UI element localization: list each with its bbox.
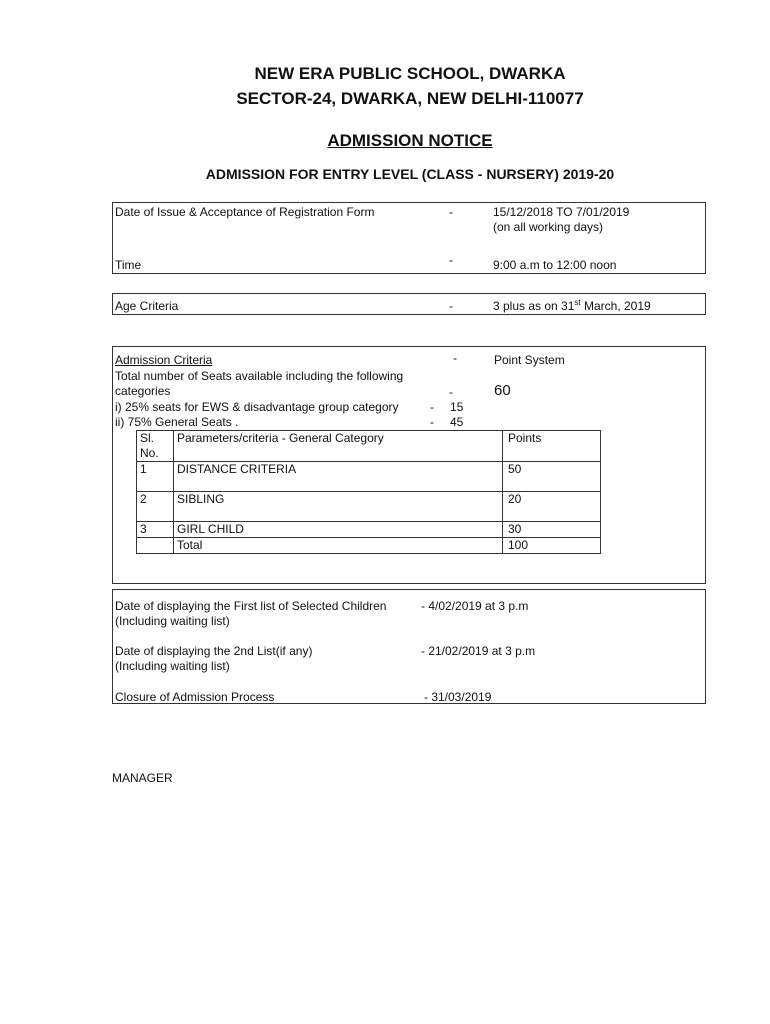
seats-dash: -	[449, 385, 453, 399]
time-dash: -	[449, 253, 453, 267]
table-row	[137, 492, 601, 522]
general-value: 45	[450, 415, 464, 429]
second-list-label: Date of displaying the 2nd List(if any)	[115, 644, 313, 658]
row-sl: 1	[137, 462, 174, 492]
points-table	[136, 430, 601, 554]
header-points: Points	[503, 431, 601, 462]
row-criteria: DISTANCE CRITERIA	[174, 462, 503, 492]
age-dash: -	[449, 299, 453, 313]
closure-date: - 31/03/2019	[424, 690, 492, 704]
registration-label: Date of Issue & Acceptance of Registration Form	[115, 205, 375, 219]
first-list-date: - 4/02/2019 at 3 p.m	[421, 599, 529, 613]
table-header-row	[137, 431, 601, 462]
row-criteria: GIRL CHILD	[174, 522, 503, 538]
seats-line2: categories	[115, 384, 171, 398]
table-total-row	[137, 538, 601, 554]
notice-subtitle: ADMISSION FOR ENTRY LEVEL (CLASS - NURSERY) 2019-20	[205, 166, 615, 182]
school-address: SECTOR-24, DWARKA, NEW DELHI-110077	[236, 89, 584, 108]
ews-label: i) 25% seats for EWS & disadvantage group category	[115, 400, 399, 414]
notice-title: ADMISSION NOTICE	[327, 131, 493, 150]
row-points: 30	[503, 522, 601, 538]
total-value: 100	[503, 538, 601, 554]
time-label: Time	[115, 258, 142, 272]
registration-days: (on all working days)	[493, 220, 604, 234]
general-dash: -	[430, 415, 434, 429]
ews-dash: -	[430, 400, 434, 414]
registration-dash: -	[449, 205, 453, 219]
manager-signatory: MANAGER	[112, 771, 173, 785]
first-list-note: (Including waiting list)	[115, 614, 230, 628]
school-name: NEW ERA PUBLIC SCHOOL, DWARKA	[254, 64, 566, 83]
registration-dates: 15/12/2018 TO 7/01/2019	[493, 205, 630, 219]
ews-value: 15	[450, 400, 464, 414]
second-list-date: - 21/02/2019 at 3 p.m	[421, 644, 536, 658]
time-value: 9:00 a.m to 12:00 noon	[493, 258, 617, 272]
seats-line1: Total number of Seats available including the following	[115, 369, 404, 383]
table-row	[137, 522, 601, 538]
row-sl: 3	[137, 522, 174, 538]
header-sl: Sl. No.	[137, 431, 174, 462]
row-points: 50	[503, 462, 601, 492]
second-list-note: (Including waiting list)	[115, 659, 230, 673]
total-sl	[137, 538, 174, 554]
age-label: Age Criteria	[115, 299, 179, 313]
point-system: Point System	[494, 353, 565, 367]
row-points: 20	[503, 492, 601, 522]
first-list-label: Date of displaying the First list of Selected Children	[115, 599, 387, 613]
closure-label: Closure of Admission Process	[115, 690, 275, 704]
admission-dash: -	[453, 351, 457, 365]
admission-criteria-label: Admission Criteria	[115, 353, 213, 367]
header-criteria: Parameters/criteria - General Category	[174, 431, 503, 462]
total-label: Total	[174, 538, 503, 554]
row-criteria: SIBLING	[174, 492, 503, 522]
seats-total: 60	[494, 382, 511, 399]
row-sl: 2	[137, 492, 174, 522]
age-value: 3 plus as on 31st March, 2019	[493, 298, 651, 313]
general-label: ii) 75% General Seats .	[115, 415, 239, 429]
table-row	[137, 462, 601, 492]
